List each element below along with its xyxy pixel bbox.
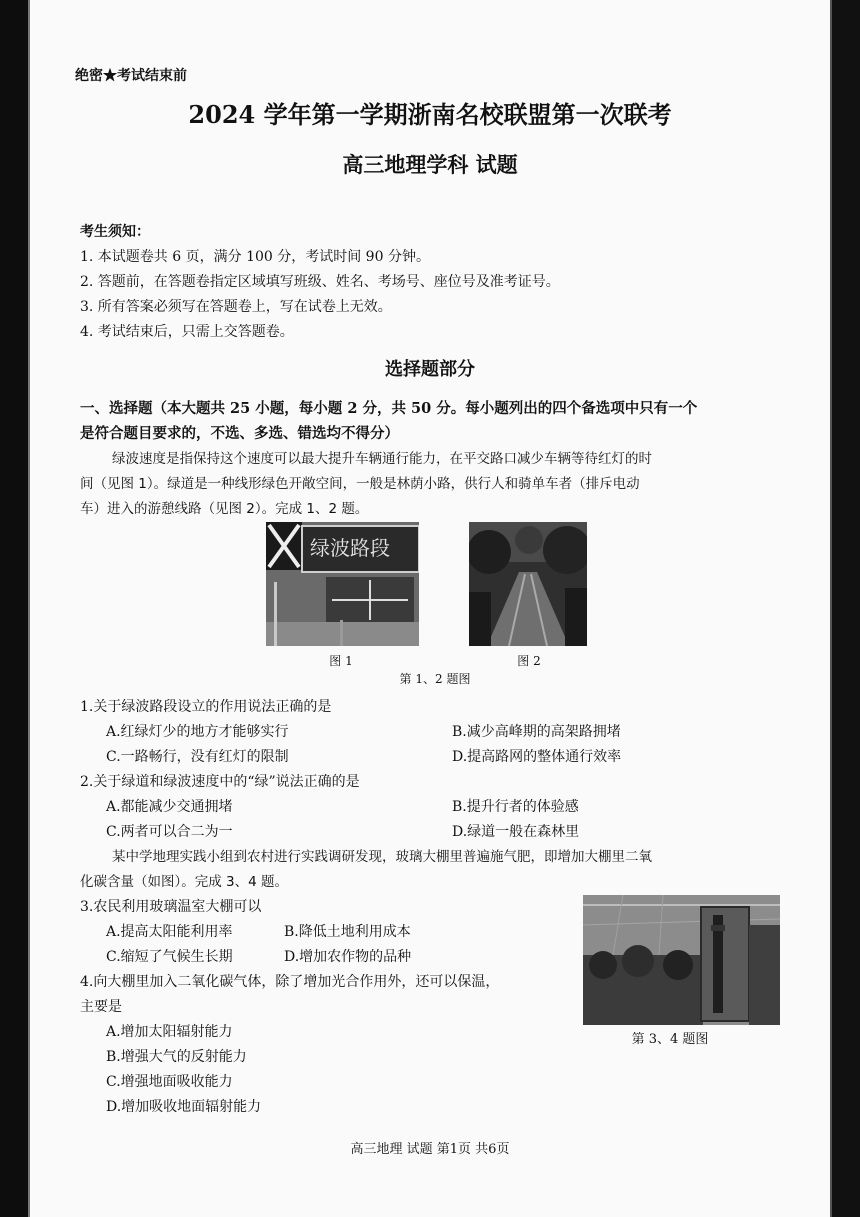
question-1-option-c: C.一路畅行，没有红灯的限制	[106, 749, 289, 765]
question-4-stem: 4.向大棚里加入二氧化碳气体，除了增加光合作用外，还可以保温，	[80, 974, 500, 990]
figure-3-4-caption: 第 3、4 题图	[631, 1032, 709, 1047]
passage-text: 绿波速度是指保持这个速度可以最大提升车辆通行能力，在平交路口减少车辆等待红灯的时	[112, 451, 652, 467]
question-3-option-a: A.提高太阳能利用率	[106, 924, 233, 940]
question-4-option-a: A.增加太阳辐射能力	[106, 1024, 233, 1040]
secret-label: 绝密★考试结束前	[75, 68, 187, 84]
figure-1-caption: 图 1	[329, 654, 353, 668]
scan-edge-left	[0, 0, 28, 1217]
notice-item: 1. 本试题卷共 6 页，满分 100 分，考试时间 90 分钟。	[80, 249, 430, 265]
question-3-stem: 3.农民利用玻璃温室大棚可以	[80, 899, 262, 915]
question-4-stem-cont: 主要是	[80, 999, 122, 1015]
question-2-option-b: B.提升行者的体验感	[452, 799, 579, 815]
greenway-path-image	[469, 522, 587, 646]
notice-item: 4. 考试结束后，只需上交答题卷。	[80, 324, 294, 340]
question-1-option-d: D.提高路网的整体通行效率	[452, 749, 622, 765]
section-instruction: 是符合题目要求的，不选、多选、错选均不得分）	[80, 425, 399, 442]
section-instruction: 一、选择题（本大题共 25 小题，每小题 2 分，共 50 分。每小题列出的四个备选项中只有一个	[80, 400, 698, 417]
passage-text: 化碳含量（如图）。完成 3、4 题。	[80, 874, 289, 890]
question-1-option-a: A.红绿灯少的地方才能够实行	[106, 724, 289, 740]
question-2-option-c: C.两者可以合二为一	[106, 824, 233, 840]
scan-edge-right	[832, 0, 860, 1217]
scan-edge-line-left	[28, 0, 30, 1217]
sign-text: 绿波路段	[310, 536, 390, 560]
exam-title: 2024 学年第一学期浙南名校联盟第一次联考	[188, 100, 672, 129]
figure-1-photo	[266, 522, 419, 646]
passage-text: 间（见图 1）。绿道是一种线形绿色开敞空间，一般是林荫小路，供行人和骑单车者（排斥电动	[80, 476, 640, 492]
question-3-option-b: B.降低土地利用成本	[284, 924, 411, 940]
figure-3-4-photo	[583, 895, 780, 1025]
figures-group-caption: 第 1、2 题图	[399, 672, 471, 686]
question-1-stem: 1.关于绿波路段设立的作用说法正确的是	[80, 699, 332, 715]
scan-edge-line-right	[830, 0, 832, 1217]
question-2-stem: 2.关于绿道和绿波速度中的“绿”说法正确的是	[80, 774, 360, 790]
question-4-option-c: C.增强地面吸收能力	[106, 1074, 233, 1090]
exam-subtitle: 高三地理学科 试题	[342, 152, 518, 177]
question-3-option-c: C.缩短了气候生长期	[106, 949, 233, 965]
passage-text: 某中学地理实践小组到农村进行实践调研发现，玻璃大棚里普遍施气肥，即增加大棚里二氧	[112, 849, 652, 865]
question-4-option-b: B.增强大气的反射能力	[106, 1049, 247, 1065]
notice-heading: 考生须知：	[80, 224, 150, 240]
section-title: 选择题部分	[385, 359, 475, 380]
question-4-option-d: D.增加吸收地面辐射能力	[106, 1099, 262, 1115]
question-2-option-d: D.绿道一般在森林里	[452, 824, 580, 840]
passage-text: 车）进入的游憩线路（见图 2）。完成 1、2 题。	[80, 501, 369, 517]
question-2-option-a: A.都能减少交通拥堵	[106, 799, 233, 815]
greenhouse-image	[583, 895, 780, 1025]
page-footer: 高三地理 试题 第1页 共6页	[350, 1142, 510, 1157]
notice-item: 3. 所有答案必须写在答题卷上，写在试卷上无效。	[80, 299, 392, 315]
question-3-option-d: D.增加农作物的品种	[284, 949, 412, 965]
figure-2-caption: 图 2	[517, 654, 541, 668]
question-1-option-b: B.减少高峰期的高架路拥堵	[452, 724, 621, 740]
figure-2-photo	[469, 522, 587, 646]
notice-item: 2. 答题前，在答题卷指定区域填写班级、姓名、考场号、座位号及准考证号。	[80, 274, 560, 290]
